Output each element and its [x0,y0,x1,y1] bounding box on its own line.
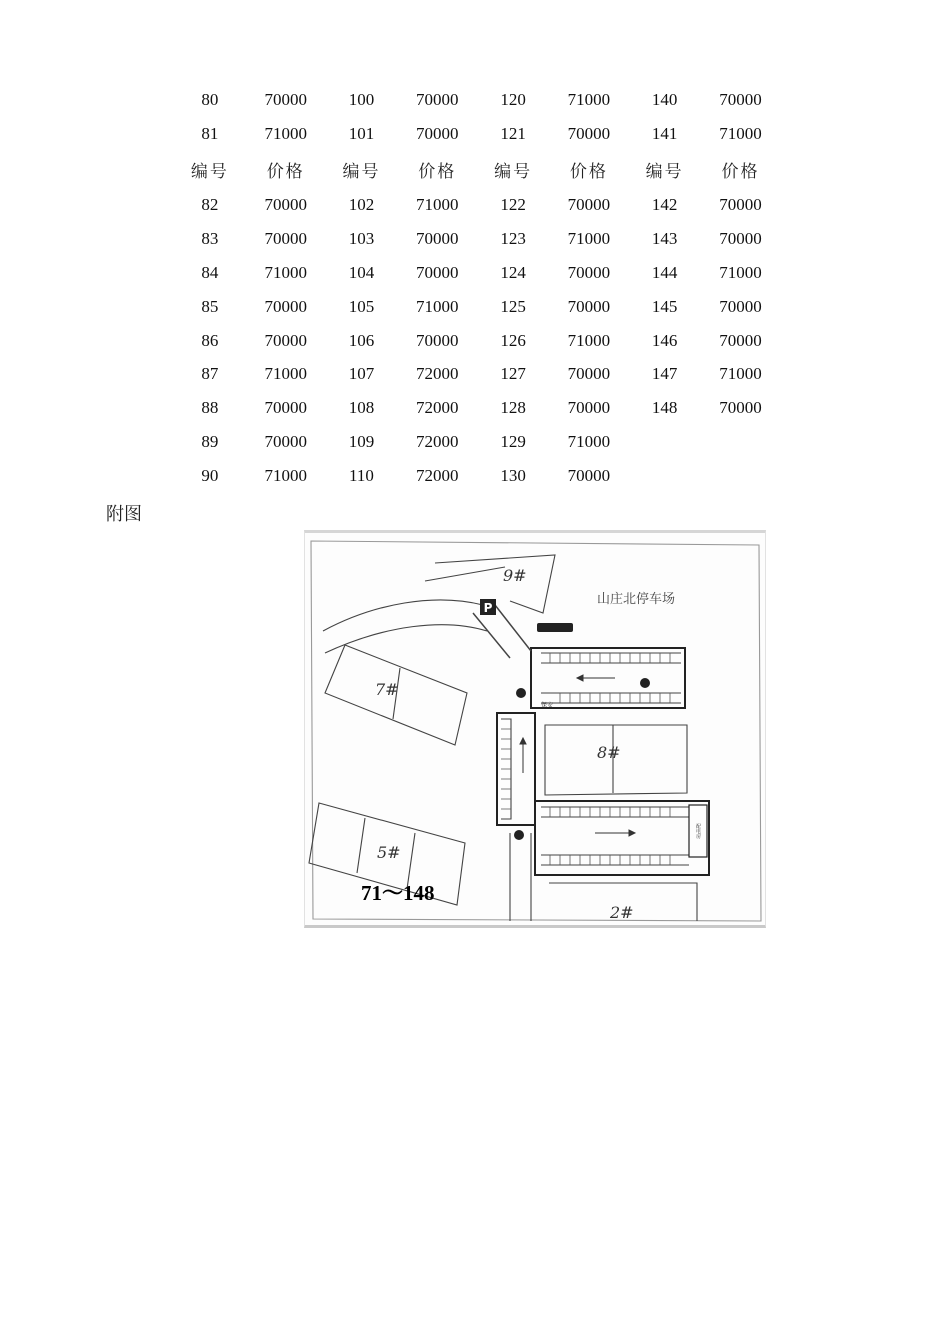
header-cell-price: 价格 [569,162,608,183]
table-cell: 121 [500,123,526,143]
table-cell: 70000 [719,398,762,418]
table-cell: 71000 [264,123,307,143]
table-cell: 72000 [416,432,459,452]
table-cell: 71000 [567,89,611,109]
table-cell: 89 [201,432,219,452]
table-cell: 80 [201,89,219,109]
table-cell: 82 [201,195,219,215]
table-cell: 70000 [264,296,307,316]
parking-sign-label: P [483,601,493,615]
table-cell: 71000 [719,364,762,384]
building-label-9: 9# [503,566,527,585]
table-cell [703,459,779,493]
table-body [172,189,778,493]
table-cell: 70000 [416,229,459,249]
table-row [172,83,778,117]
table-cell: 142 [651,195,678,215]
table-cell: 100 [348,89,375,109]
table-cell: 72000 [416,398,459,418]
table-cell: 70000 [264,330,307,350]
table-cell: 70000 [264,432,307,452]
table-cell: 109 [348,432,375,452]
table-cell: 71000 [567,432,611,452]
table-cell: 147 [651,364,678,384]
table-cell: 124 [500,263,526,283]
table-cell: 71000 [264,364,307,384]
table-cell: 70000 [567,465,611,485]
table-cell: 70000 [567,263,611,283]
table-cell: 129 [500,432,526,452]
table-cell: 84 [201,263,219,283]
table-cell: 110 [349,465,374,485]
building-label-7: 7# [375,680,399,699]
building-label-2: 2# [610,903,634,922]
table-cell: 71000 [719,263,762,283]
table-row [172,358,778,392]
table-cell: 108 [348,398,375,418]
table-cell: 71000 [567,330,611,350]
table-cell: 148 [651,398,678,418]
table-row [172,189,778,223]
table-cell: 103 [348,229,375,249]
table-cell: 120 [500,89,526,109]
parking-map-drawing [305,533,765,925]
table-cell: 123 [500,229,526,249]
table-cell: 85 [201,296,219,316]
building-label-5: 5# [377,843,401,862]
figure-caption: 附图 [106,504,142,525]
table-cell: 70000 [416,263,459,283]
table-cell: 88 [201,398,219,418]
table-cell: 122 [500,195,526,215]
equipment-room-label: 配电房 [695,823,701,839]
table-cell: 87 [201,364,219,384]
table-cell: 83 [201,229,219,249]
table-cell: 130 [500,465,526,485]
table-cell: 70000 [567,364,611,384]
table-cell: 70000 [567,296,611,316]
table-row [172,117,778,151]
table-cell: 128 [500,398,526,418]
table-cell: 141 [651,123,678,143]
header-cell-number: 编号 [190,162,229,183]
table-cell [627,459,703,493]
parking-map-figure [304,530,766,928]
table-cell: 70000 [264,398,307,418]
table-header-row [172,151,778,189]
table-cell: 70000 [264,229,307,249]
table-cell: 70000 [719,229,762,249]
table-cell: 70000 [264,89,307,109]
table-cell: 70000 [264,195,307,215]
table-cell: 71000 [416,296,459,316]
table-cell: 90 [201,465,219,485]
header-cell-price: 价格 [418,162,457,183]
table-cell: 70000 [416,89,459,109]
table-cell: 102 [348,195,375,215]
table-cell: 104 [348,263,375,283]
table-cell [703,425,779,459]
table-cell: 81 [201,123,219,143]
table-cell: 125 [500,296,526,316]
table-cell: 70000 [719,296,762,316]
table-row [172,459,778,493]
table-row [172,256,778,290]
header-cell-number: 编号 [645,162,684,183]
price-table [172,83,778,493]
table-cell: 140 [651,89,678,109]
table-cell: 72000 [416,465,459,485]
table-cell: 143 [651,229,678,249]
table-cell: 71000 [416,195,459,215]
table-cell: 101 [348,123,375,143]
table-cell: 145 [651,296,678,316]
space-range-label: 71～148 [361,881,435,905]
table-cell: 127 [500,364,526,384]
table-cell: 70000 [567,398,611,418]
table-row [172,391,778,425]
table-cell: 126 [500,330,526,350]
table-cell: 106 [348,330,375,350]
handwritten-title: 山庄北停车场 [597,592,676,607]
table-cell: 70000 [719,89,762,109]
table-row [172,324,778,358]
table-cell: 72000 [416,364,459,384]
guard-room-label: 保安 [541,702,554,709]
header-cell-price: 价格 [266,162,305,183]
table-cell: 70000 [416,123,459,143]
table-cell: 70000 [719,195,762,215]
table-cell: 107 [348,364,375,384]
table-cell: 70000 [416,330,459,350]
table-cell: 70000 [719,330,762,350]
table-cell: 71000 [719,123,762,143]
table-cell [627,425,703,459]
table-cell: 144 [651,263,678,283]
building-label-8: 8# [597,743,621,762]
table-row [172,290,778,324]
header-cell-price: 价格 [721,162,760,183]
table-cell: 71000 [264,263,307,283]
table-cell: 86 [201,330,219,350]
table-cell: 70000 [567,195,611,215]
table-cell: 71000 [264,465,307,485]
table-row [172,425,778,459]
table-row [172,222,778,256]
header-cell-number: 编号 [342,162,381,183]
table-cell: 71000 [567,229,611,249]
table-cell: 105 [348,296,375,316]
table-cell: 70000 [567,123,611,143]
header-cell-number: 编号 [494,162,533,183]
table-cell: 146 [651,330,678,350]
